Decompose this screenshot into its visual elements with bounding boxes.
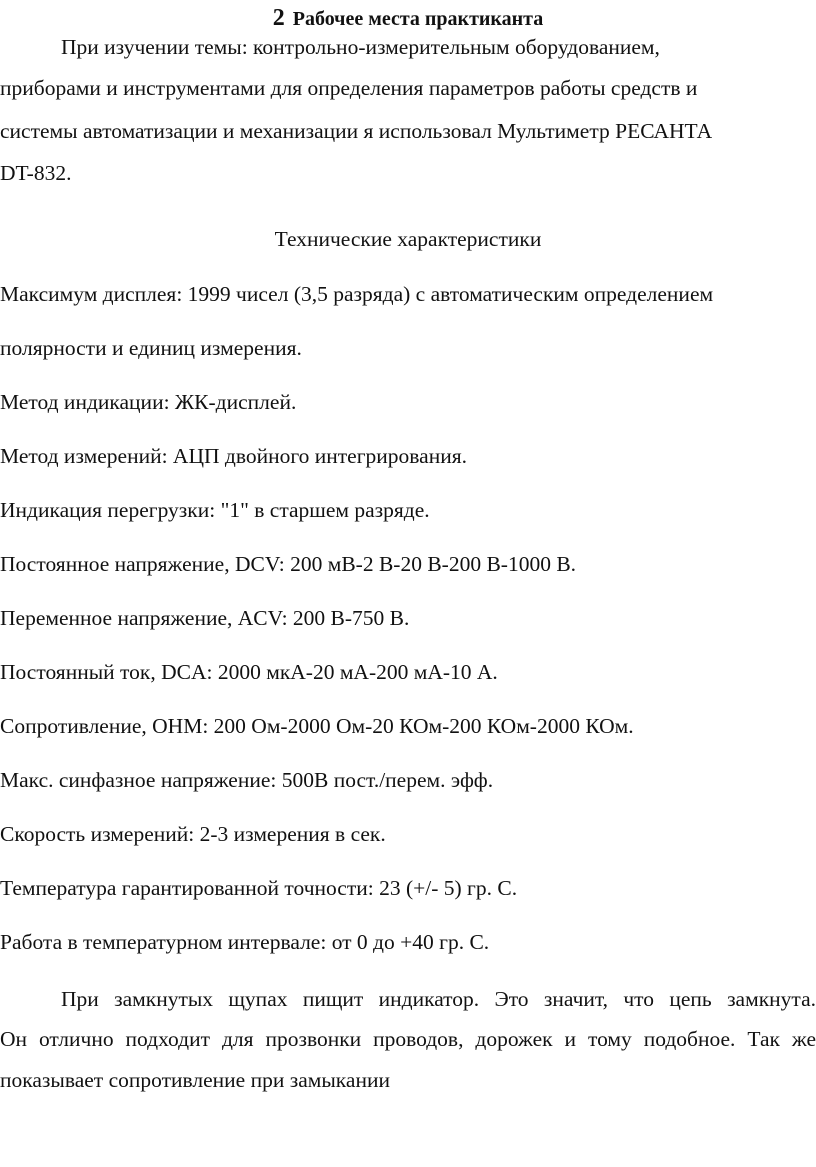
spec-dcv: Постоянное напряжение, DCV: 200 мВ-2 В-20 В-200 В-1000 В. (0, 552, 577, 576)
title-text: Рабочее места практиканта (292, 8, 544, 30)
spec-measurement: Метод измерений: АЦП двойного интегрирования. (0, 444, 467, 468)
closing-line-1: При замкнутых щупах пищит индикатор. Это значит, что цепь замкнута. (61, 987, 816, 1011)
intro-line-3: системы автоматизации и механизации я использовал Мультиметр РЕСАНТА (0, 119, 713, 143)
title-number: 2 (272, 5, 285, 31)
spec-indication: Метод индикации: ЖК-дисплей. (0, 390, 297, 414)
spec-display-max-1: Максимум дисплея: 1999 чисел (3,5 разряда) с автоматическим определением (0, 282, 714, 306)
intro-line-4: DT-832. (0, 161, 72, 185)
specs-heading: Технические характеристики (274, 227, 542, 251)
spec-common-mode: Макс. синфазное напряжение: 500В пост./перем. эфф. (0, 768, 494, 792)
intro-line-2: приборами и инструментами для определения параметров работы средств и (0, 76, 698, 100)
spec-display-max-2: полярности и единиц измерения. (0, 336, 302, 360)
spec-temp-accuracy: Температура гарантированной точности: 23 (+/- 5) гр. С. (0, 876, 518, 900)
spec-acv: Переменное напряжение, ACV: 200 В-750 В. (0, 606, 410, 630)
page-title (0, 4, 816, 35)
spec-overload: Индикация перегрузки: "1" в старшем разряде. (0, 498, 430, 522)
closing-line-3: показывает сопротивление при замыкании (0, 1068, 390, 1092)
intro-line-1: При изучении темы: контрольно-измерительным оборудованием, (61, 35, 660, 59)
spec-ohm: Сопротивление, OHM: 200 Ом-2000 Ом-20 КОм-200 КОм-2000 КОм. (0, 714, 634, 738)
spec-dca: Постоянный ток, DCA: 2000 мкА-20 мА-200 мА-10 А. (0, 660, 498, 684)
closing-line-2: Он отлично подходит для прозвонки проводов, дорожек и тому подобное. Так же (0, 1027, 816, 1051)
spec-speed: Скорость измерений: 2-3 измерения в сек. (0, 822, 386, 846)
spec-temp-range: Работа в температурном интервале: от 0 до +40 гр. С. (0, 930, 490, 954)
